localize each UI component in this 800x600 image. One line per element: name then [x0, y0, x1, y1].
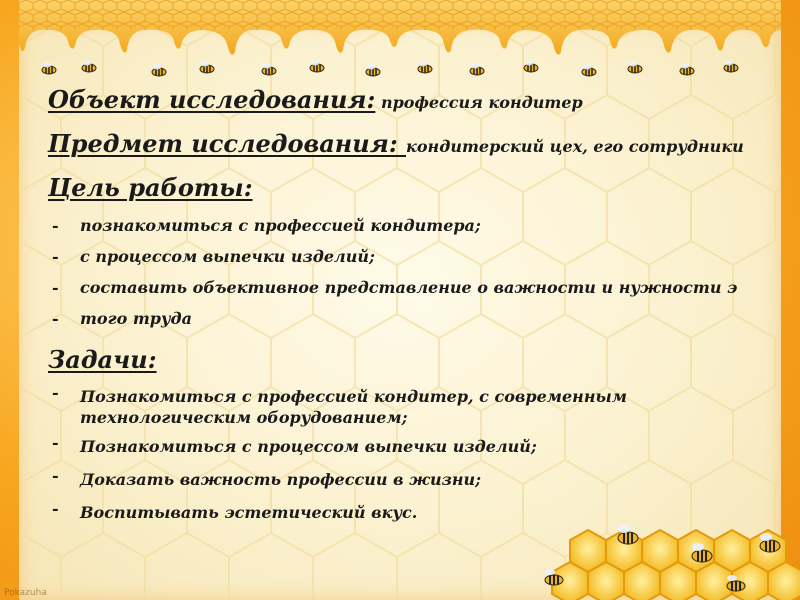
bee-icon: [414, 61, 436, 75]
bullet-dash: -: [52, 466, 59, 485]
list-item: [48, 303, 768, 334]
bee-icon: [520, 60, 542, 74]
bullet-dash: -: [52, 433, 59, 452]
goal-heading: Цель работы:: [48, 173, 253, 202]
goals-list: [48, 210, 768, 334]
tasks-heading-line: [48, 338, 768, 382]
tasks-heading: Задачи:: [48, 345, 157, 374]
task-text: Познакомиться с профессией кондитер, с современным технологическим оборудованием;: [80, 387, 627, 427]
goal-text: с процессом выпечки изделий;: [80, 247, 375, 266]
goal-text: познакомиться с профессией кондитера;: [80, 216, 481, 235]
bee-icon: [306, 60, 328, 74]
slide-content: [48, 78, 768, 531]
bee-icon: [38, 62, 60, 76]
research-object-value: профессия кондитер: [375, 93, 583, 112]
list-item: [48, 465, 638, 498]
research-subject-label: Предмет исследования:: [48, 129, 407, 158]
bee-icon: [258, 63, 280, 77]
honey-drip-border: [19, 0, 781, 64]
list-item: [48, 272, 768, 303]
bee-icon: [148, 64, 170, 78]
goal-text: составить объективное представление о важности и нужности э: [80, 278, 738, 297]
bee-icon: [624, 61, 646, 75]
bee-icon: [578, 64, 600, 78]
list-item: [48, 498, 638, 531]
task-text: Воспитывать эстетический вкус.: [80, 503, 418, 522]
watermark: Pokazuha: [4, 588, 47, 598]
list-item: [48, 210, 768, 241]
task-text: Познакомиться с процессом выпечки изделий;: [80, 437, 537, 456]
bullet-dash: -: [52, 383, 59, 402]
bullet-dash: -: [52, 499, 59, 518]
bee-icon: [466, 63, 488, 77]
bullet-dash: -: [52, 278, 59, 297]
task-text: Доказать важность профессии в жизни;: [80, 470, 482, 489]
bee-icon: [196, 61, 218, 75]
research-subject-value: кондитерский цех, его сотрудники: [406, 137, 744, 156]
list-item: [48, 382, 638, 432]
bullet-dash: -: [52, 247, 59, 266]
bee-icon: [362, 64, 384, 78]
bee-icon: [720, 60, 742, 74]
honeycomb-cluster: [540, 520, 800, 600]
list-item: [48, 432, 638, 465]
research-object-label: Объект исследования:: [48, 85, 376, 114]
goal-heading-line: [48, 166, 768, 210]
research-subject-line: [48, 122, 768, 166]
bullet-dash: -: [52, 309, 59, 328]
list-item: [48, 241, 768, 272]
bee-icon: [78, 60, 100, 74]
research-object-line: [48, 78, 768, 122]
tasks-list: [48, 382, 638, 531]
bullet-dash: -: [52, 216, 59, 235]
goal-text: того труда: [80, 309, 193, 328]
bee-icon: [676, 63, 698, 77]
